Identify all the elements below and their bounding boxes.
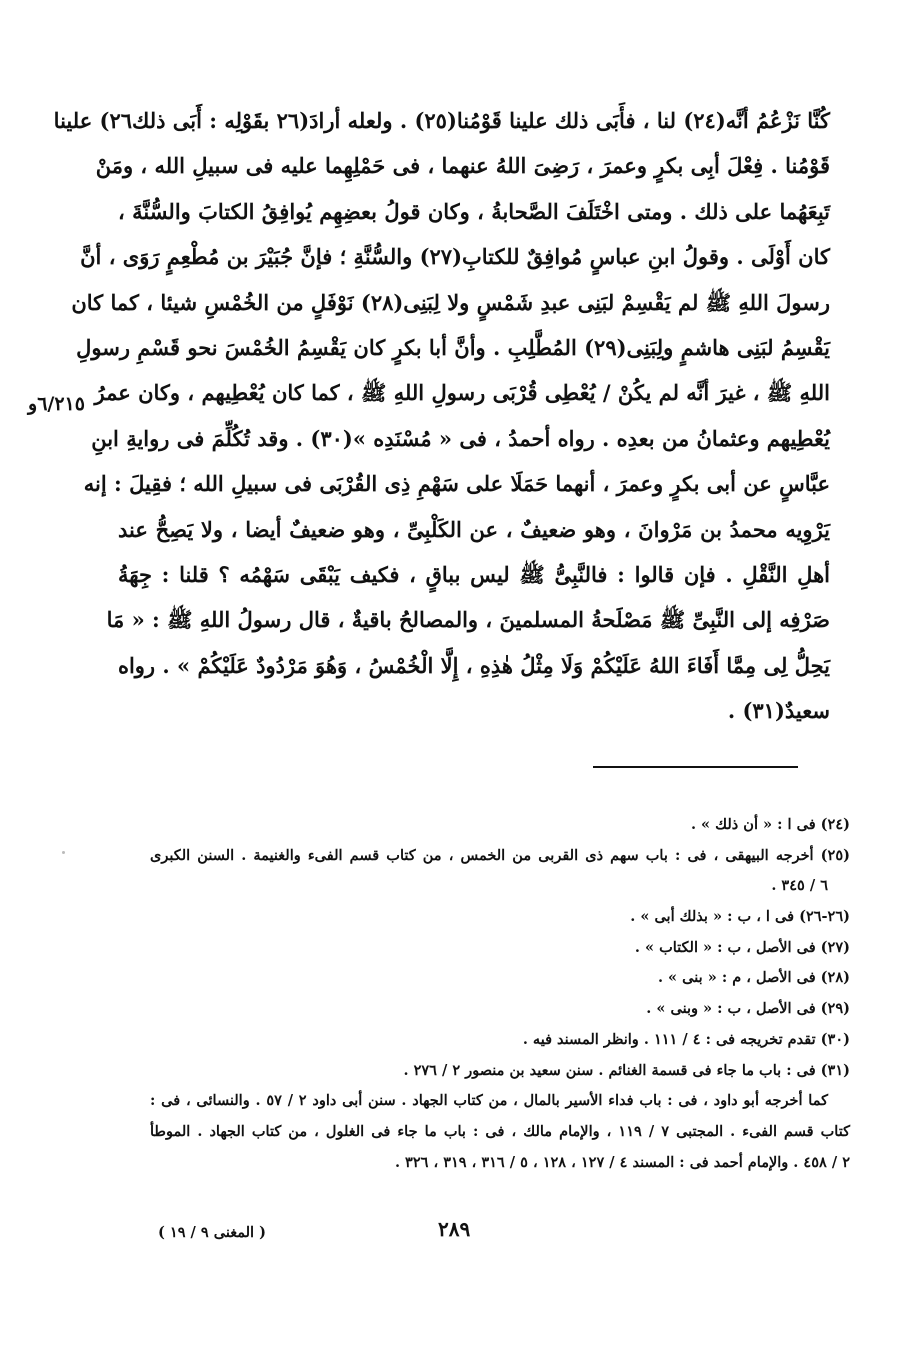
main-text-line: كان أَوْلَى . وقولُ ابنِ عباسٍ مُوافِقٌ للكتابِ(٢٧) والسُّنَّةِ ؛ فإنَّ جُبَيْرَ بن مُطْعِمٍ رَوَى ، أنَّ — [80, 244, 830, 270]
footnote-line: (٢٦-٢٦) فى ا ، ب : « بذلك أبى » . — [630, 908, 850, 926]
main-text-line: يَقْسِمُ لبَنِى هاشمٍ ولِبَنِى(٢٩) المُطَّلِبِ . وأنَّ أبا بكرٍ كان يَقْسِمُ الخُمْسَ نحو قَسْمِ رسولِ — [76, 334, 830, 360]
main-text-line: سعيدٌ(٣١) . — [727, 698, 830, 724]
main-text-line: تَبِعَهُما على ذلك . ومتى اخْتَلَفَ الصَّحابةُ ، وكان قولُ بعضِهِم يُوافِقُ الكتابَ والسُّنَّةَ ، — [118, 198, 830, 224]
footnote-line: (٢٤) فى ا : « أن ذلك » . — [690, 816, 850, 833]
main-text-line: عبَّاسٍ عن أبى بكرٍ وعمرَ ، أنهما حَمَلَا على سَهْمِ ذِى القُرْبَى فى سبيلِ الله ؛ فقِيلَ : إنه — [83, 471, 830, 497]
footnote-divider — [593, 766, 798, 768]
signature-mark: ( المغنى ٩ / ١٩ ) — [158, 1224, 266, 1241]
footnote-line: (٢٥) أخرجه البيهقى ، فى : باب سهم ذى القربى من الخمس ، من كتاب قسم الفىء والغنيمة . السنن الكبرى — [150, 846, 850, 864]
main-text-line: قَوْمُنا . فِعْلَ أبِى بكرٍ وعمرَ ، رَضِىَ اللهُ عنهما ، فى حَمْلِهِما عليه فى سبيلِ الله ، ومَنْ — [95, 153, 830, 179]
footnote-line: (٣٠) تقدم تخريجه فى : ٤ / ١١١ . وانظر المسند فيه . — [522, 1030, 850, 1048]
footnote-line: (٢٩) فى الأصل ، ب : « وبنى » . — [646, 1000, 850, 1018]
footnote-line: ٢ / ٤٥٨ . والإمام أحمد فى : المسند ٤ / ١٢٧ ، ١٢٨ ، ٥ / ٣١٦ ، ٣١٩ ، ٣٢٦ . — [394, 1153, 850, 1171]
main-text-line: اللهِ ﷺ ، غيرَ أنَّه لم يكُنْ / يُعْطِى قُرْبَى رسولِ اللهِ ﷺ ، كما كان يُعْطِيهم ، وكان عمرُ — [94, 380, 830, 406]
main-text-line: أهلِ النَّقْلِ . فإن قالوا : فالنَّبِىُّ ﷺ ليس بباقٍ ، فكيف يَبْقَى سَهْمُه ؟ قلنا : جِهَةُ — [118, 561, 830, 587]
footnote-line: كما أخرجه أبو داود ، فى : باب فداء الأسير بالمال ، من كتاب الجهاد . سنن أبى داود ٢ / ٥٧ . والنسائى ، فى : — [150, 1092, 828, 1110]
footnotes-block — [150, 810, 850, 1178]
scan-speck — [62, 851, 65, 854]
main-text-line: يَرْوِيه محمدُ بن مَرْوانَ ، وهو ضعيفٌ ، عن الكَلْبِىِّ ، وهو ضعيفٌ أيضا ، ولا يَصِحُّ عند — [118, 516, 830, 542]
footnote-line: (٢٨) فى الأصل ، م : « بنى » . — [657, 969, 850, 987]
main-text-line: يَحِلُّ لِى مِمَّا أَفَاءَ اللهُ عَلَيْكُمْ وَلَا مِثْلُ هٰذِهِ ، إِلَّا الْخُمْسُ ، وَهُوَ مَرْدُودٌ عَلَيْكُمْ » . رواه — [117, 652, 830, 678]
page-number: ٢٨٩ — [438, 1217, 471, 1241]
main-text-line: كُنَّا نَزْعُمُ أنَّه(٢٤) لنا ، فأَبَى ذلك علينا قَوْمُنا(٢٥) . ولعله أرادَ(٢٦ بقَوْلِه : أَبَى ذلك٢٦) علينا — [53, 108, 830, 133]
main-text-line: يُعْطِيهم وعثمانُ من بعدِه . رواه أحمدُ ، فى « مُسْنَدِه »(٣٠) . وقد تُكُلِّمَ فى روايةِ ابنِ — [91, 425, 830, 451]
margin-folio-note: ٦/٢١٥و — [28, 393, 85, 415]
footnote-line: ٦ / ٣٤٥ . — [771, 877, 828, 895]
footnote-line: (٢٧) فى الأصل ، ب : « الكتاب » . — [634, 938, 850, 956]
footnote-line: كتاب قسم الفىء . المجتبى ٧ / ١١٩ ، والإمام مالك ، فى : باب ما جاء فى الغلول ، من كتاب الجهاد . الموطأ — [150, 1122, 850, 1140]
footnote-line: (٣١) فى : باب ما جاء فى قسمة الغنائم . سنن سعيد بن منصور ٢ / ٢٧٦ . — [403, 1061, 850, 1079]
main-text-line: رسولَ اللهِ ﷺ لم يَقْسِمْ لبَنِى عبدِ شَمْسٍ ولا لِبَنِى(٢٨) نَوْفَلٍ من الخُمْسِ شيئا ، كما كان — [71, 289, 830, 315]
main-text-line: صَرْفِه إلى النَّبِىِّ ﷺ مَصْلَحةُ المسلمينَ ، والمصالحُ باقيةٌ ، قال رسولُ اللهِ ﷺ : « مَا — [106, 607, 830, 633]
